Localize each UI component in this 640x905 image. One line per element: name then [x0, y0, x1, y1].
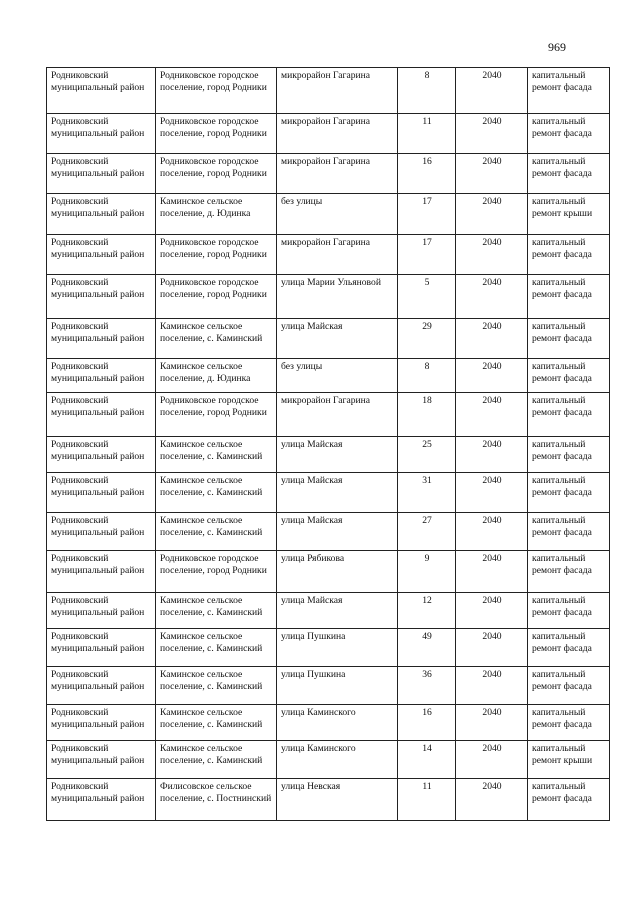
house-number-cell: 16 [398, 705, 456, 741]
settlement-cell: Родниковское городское поселение, город Родники [156, 68, 277, 114]
work-type-cell: капитальный ремонт фасада [528, 154, 610, 194]
table-row [47, 393, 610, 437]
street-cell: улица Марии Ульяновой [277, 275, 398, 319]
street-cell: без улицы [277, 359, 398, 393]
year-cell: 2040 [456, 275, 528, 319]
district-cell: Родниковский муниципальный район [47, 275, 156, 319]
table-row [47, 275, 610, 319]
house-number-cell: 25 [398, 437, 456, 473]
year-cell: 2040 [456, 154, 528, 194]
settlement-cell: Родниковское городское поселение, город Родники [156, 235, 277, 275]
settlement-cell: Родниковское городское поселение, город Родники [156, 393, 277, 437]
district-cell: Родниковский муниципальный район [47, 741, 156, 779]
district-cell: Родниковский муниципальный район [47, 593, 156, 629]
house-number-cell: 27 [398, 513, 456, 551]
house-number-cell: 5 [398, 275, 456, 319]
district-cell: Родниковский муниципальный район [47, 114, 156, 154]
year-cell: 2040 [456, 593, 528, 629]
settlement-cell: Каминское сельское поселение, д. Юдинка [156, 359, 277, 393]
table-body [47, 68, 610, 821]
year-cell: 2040 [456, 779, 528, 821]
year-cell: 2040 [456, 513, 528, 551]
settlement-cell: Каминское сельское поселение, с. Каминский [156, 319, 277, 359]
street-cell: без улицы [277, 194, 398, 235]
house-number-cell: 36 [398, 667, 456, 705]
settlement-cell: Филисовское сельское поселение, с. Постнинский [156, 779, 277, 821]
work-type-cell: капитальный ремонт фасада [528, 393, 610, 437]
house-number-cell: 29 [398, 319, 456, 359]
settlement-cell: Каминское сельское поселение, с. Каминский [156, 741, 277, 779]
year-cell: 2040 [456, 667, 528, 705]
house-number-cell: 16 [398, 154, 456, 194]
table-row [47, 194, 610, 235]
street-cell: улица Невская [277, 779, 398, 821]
table-row [47, 235, 610, 275]
work-type-cell: капитальный ремонт фасада [528, 779, 610, 821]
work-type-cell: капитальный ремонт фасада [528, 68, 610, 114]
district-cell: Родниковский муниципальный район [47, 779, 156, 821]
district-cell: Родниковский муниципальный район [47, 629, 156, 667]
district-cell: Родниковский муниципальный район [47, 194, 156, 235]
work-type-cell: капитальный ремонт фасада [528, 629, 610, 667]
table-row [47, 513, 610, 551]
district-cell: Родниковский муниципальный район [47, 667, 156, 705]
settlement-cell: Каминское сельское поселение, с. Каминский [156, 513, 277, 551]
house-number-cell: 17 [398, 235, 456, 275]
table-row [47, 779, 610, 821]
work-type-cell: капитальный ремонт фасада [528, 275, 610, 319]
street-cell: микрорайон Гагарина [277, 235, 398, 275]
year-cell: 2040 [456, 114, 528, 154]
settlement-cell: Каминское сельское поселение, с. Каминский [156, 473, 277, 513]
work-type-cell: капитальный ремонт фасада [528, 235, 610, 275]
street-cell: улица Майская [277, 473, 398, 513]
table-row [47, 154, 610, 194]
year-cell: 2040 [456, 473, 528, 513]
work-type-cell: капитальный ремонт фасада [528, 319, 610, 359]
settlement-cell: Каминское сельское поселение, д. Юдинка [156, 194, 277, 235]
district-cell: Родниковский муниципальный район [47, 359, 156, 393]
street-cell: улица Майская [277, 513, 398, 551]
street-cell: улица Майская [277, 319, 398, 359]
district-cell: Родниковский муниципальный район [47, 705, 156, 741]
house-number-cell: 12 [398, 593, 456, 629]
repair-schedule-table [46, 67, 610, 821]
table-row [47, 551, 610, 593]
year-cell: 2040 [456, 319, 528, 359]
house-number-cell: 31 [398, 473, 456, 513]
street-cell: улица Майская [277, 437, 398, 473]
district-cell: Родниковский муниципальный район [47, 235, 156, 275]
settlement-cell: Каминское сельское поселение, с. Каминский [156, 667, 277, 705]
street-cell: микрорайон Гагарина [277, 154, 398, 194]
work-type-cell: капитальный ремонт фасада [528, 513, 610, 551]
table-row [47, 705, 610, 741]
street-cell: улица Пушкина [277, 629, 398, 667]
year-cell: 2040 [456, 741, 528, 779]
table-row [47, 114, 610, 154]
year-cell: 2040 [456, 705, 528, 741]
house-number-cell: 9 [398, 551, 456, 593]
year-cell: 2040 [456, 437, 528, 473]
year-cell: 2040 [456, 629, 528, 667]
work-type-cell: капитальный ремонт фасада [528, 705, 610, 741]
district-cell: Родниковский муниципальный район [47, 319, 156, 359]
year-cell: 2040 [456, 235, 528, 275]
work-type-cell: капитальный ремонт фасада [528, 551, 610, 593]
table-row [47, 741, 610, 779]
settlement-cell: Каминское сельское поселение, с. Каминский [156, 705, 277, 741]
house-number-cell: 11 [398, 114, 456, 154]
table-row [47, 437, 610, 473]
street-cell: улица Пушкина [277, 667, 398, 705]
settlement-cell: Каминское сельское поселение, с. Каминский [156, 593, 277, 629]
table-row [47, 593, 610, 629]
table-row [47, 319, 610, 359]
year-cell: 2040 [456, 393, 528, 437]
street-cell: микрорайон Гагарина [277, 393, 398, 437]
year-cell: 2040 [456, 551, 528, 593]
house-number-cell: 49 [398, 629, 456, 667]
work-type-cell: капитальный ремонт фасада [528, 667, 610, 705]
work-type-cell: капитальный ремонт фасада [528, 473, 610, 513]
house-number-cell: 18 [398, 393, 456, 437]
settlement-cell: Родниковское городское поселение, город Родники [156, 275, 277, 319]
district-cell: Родниковский муниципальный район [47, 154, 156, 194]
work-type-cell: капитальный ремонт фасада [528, 359, 610, 393]
street-cell: улица Каминского [277, 705, 398, 741]
street-cell: микрорайон Гагарина [277, 68, 398, 114]
district-cell: Родниковский муниципальный район [47, 437, 156, 473]
settlement-cell: Каминское сельское поселение, с. Каминский [156, 437, 277, 473]
settlement-cell: Родниковское городское поселение, город Родники [156, 154, 277, 194]
year-cell: 2040 [456, 194, 528, 235]
table-row [47, 629, 610, 667]
table-row [47, 667, 610, 705]
district-cell: Родниковский муниципальный район [47, 513, 156, 551]
house-number-cell: 8 [398, 359, 456, 393]
street-cell: улица Каминского [277, 741, 398, 779]
settlement-cell: Родниковское городское поселение, город Родники [156, 114, 277, 154]
table-row [47, 473, 610, 513]
street-cell: улица Майская [277, 593, 398, 629]
settlement-cell: Каминское сельское поселение, с. Каминский [156, 629, 277, 667]
street-cell: микрорайон Гагарина [277, 114, 398, 154]
house-number-cell: 17 [398, 194, 456, 235]
work-type-cell: капитальный ремонт крыши [528, 741, 610, 779]
district-cell: Родниковский муниципальный район [47, 68, 156, 114]
work-type-cell: капитальный ремонт фасада [528, 437, 610, 473]
house-number-cell: 11 [398, 779, 456, 821]
work-type-cell: капитальный ремонт фасада [528, 593, 610, 629]
settlement-cell: Родниковское городское поселение, город Родники [156, 551, 277, 593]
table-row [47, 68, 610, 114]
table-row [47, 359, 610, 393]
year-cell: 2040 [456, 359, 528, 393]
street-cell: улица Рябикова [277, 551, 398, 593]
year-cell: 2040 [456, 68, 528, 114]
house-number-cell: 8 [398, 68, 456, 114]
work-type-cell: капитальный ремонт крыши [528, 194, 610, 235]
district-cell: Родниковский муниципальный район [47, 473, 156, 513]
house-number-cell: 14 [398, 741, 456, 779]
page-number: 969 [548, 40, 566, 54]
work-type-cell: капитальный ремонт фасада [528, 114, 610, 154]
district-cell: Родниковский муниципальный район [47, 393, 156, 437]
district-cell: Родниковский муниципальный район [47, 551, 156, 593]
